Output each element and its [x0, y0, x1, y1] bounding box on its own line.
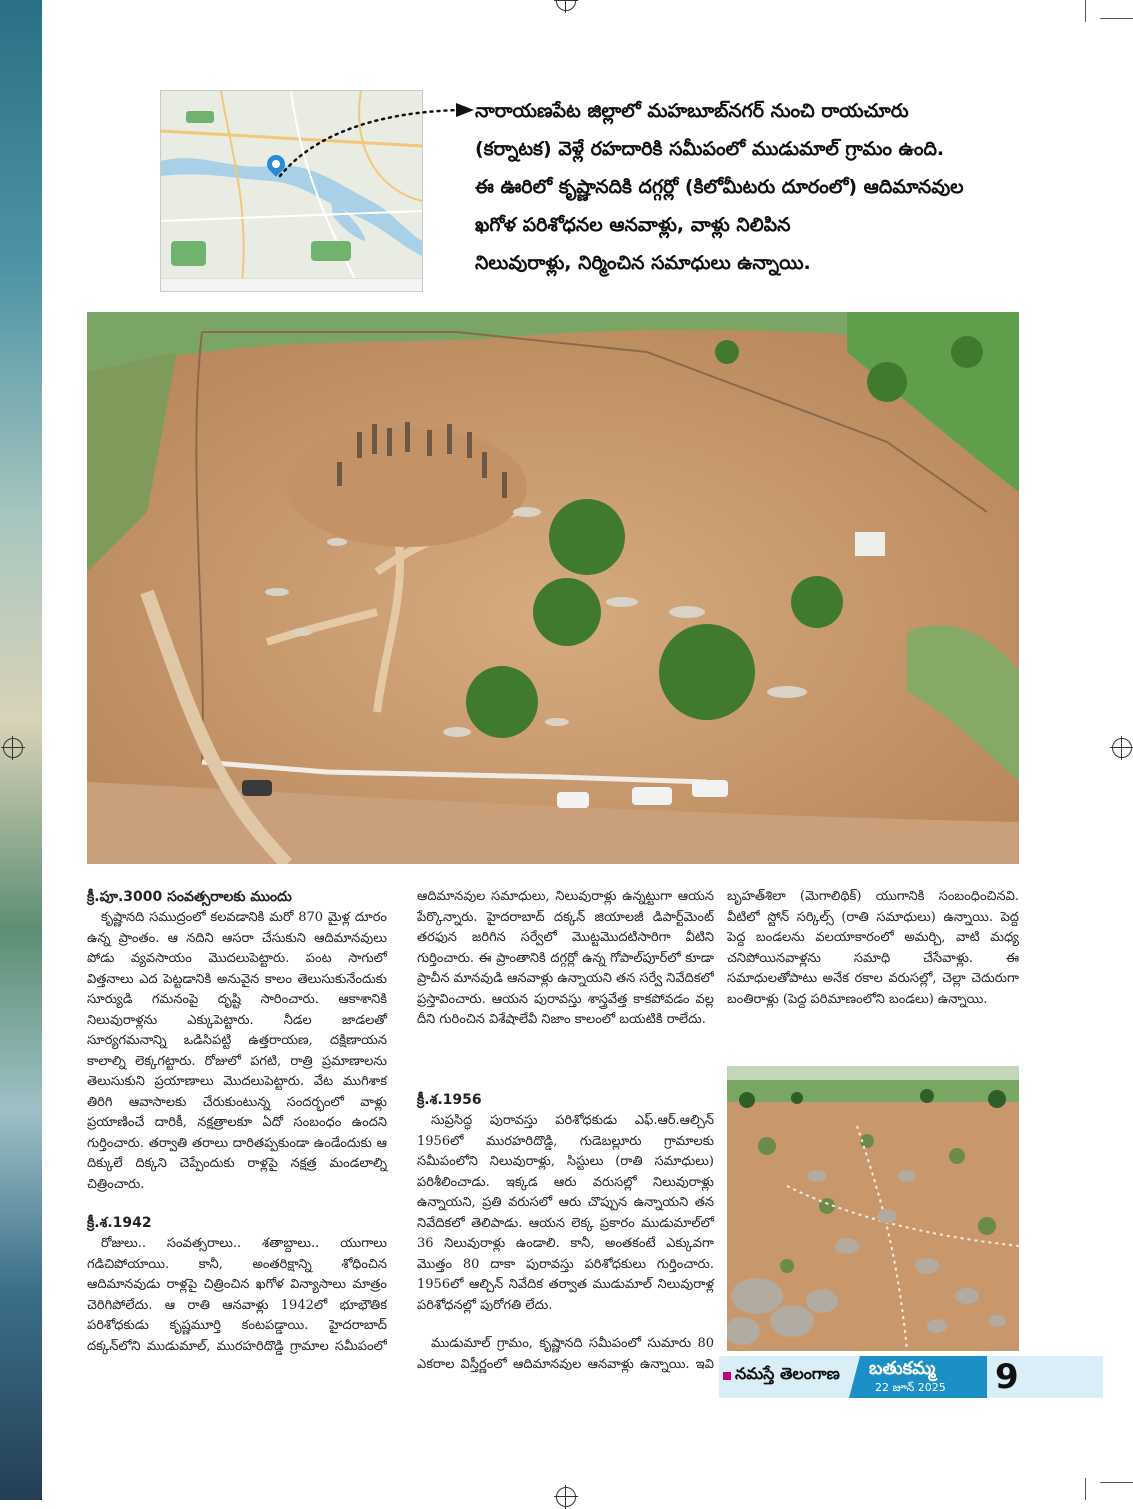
page-footer	[719, 1356, 1103, 1398]
paragraph: ఆదిమానవుల సమాధులు, నిలువురాళ్లు ఉన్నట్టుగా ఆయన పేర్కొన్నారు. హైదరాబాద్ దక్కన్ జియాలజీ డిపార్ట్‌మెంట్ తరఫున జరిగిన సర్వేలో మొట్టమొదటిసారిగా వీటిని గుర్తించారు. ఈ ప్రాంతానికి దగ్గర్లో ఉన్న గోపాల్‌పూర్‌లో కూడా ప్రాచీన మానవుడి ఆనవాళ్లు ఉన్నాయని తన సర్వే నివేదికలో ప్రస్తావించారు. ఆయన పురావస్తు శాస్త్రవేత్త కాకపోవడం వల్ల దీని గురించిన విశేషాలేవీ నిజాం కాలంలో బయటికి రాలేదు.	[417, 889, 714, 1027]
section-heading: క్రీ.శ.1942	[87, 1215, 152, 1231]
map-taskbar	[161, 278, 422, 291]
registration-mark-icon	[1112, 738, 1132, 758]
paragraph: బృహత్‌శిలా (మెగాలిథిక్) యుగానికి సంబంధించినవి. వీటిలో స్టోన్ సర్కిల్స్ (రాతి సమాధులు) ఉన్నాయి. పెద్ద పెద్ద బండలను వలయాకారంలో అమర్చి, వాటి మధ్య చనిపోయినవాళ్లను సమాధి చేసేవాళ్లు. ఈ సమాధులతోపాటు అనేక రకాల వరుసల్లో, చెల్లా చెదురుగా బంతిరాళ్లు (పెద్ద పరిమాణంలోని బండలు) ఉన్నాయి.	[727, 889, 1019, 1007]
crop-mark	[1100, 18, 1133, 19]
paragraph: రోజులు.. సంవత్సరాలు.. శతాబ్దాలు.. యుగాలు గడిచిపోయాయి. కానీ, అంతరిక్షాన్ని శోధించిన ఆదిమానవుడు రాళ్లపై చిత్రించిన ఖగోళ విన్యాసాలు మాత్రం చెరిగిపోలేదు. ఆ రాతి ఆనవాళ్లు 1942లో భూభౌతిక పరిశోధకుడు కృష్ణమూర్తి కంటపడ్డాయి. హైదరాబాద్ దక్కన్‌లోని ముడుమాల్, మురహరిదొడ్డి గ్రామాల సమీపంలో	[87, 1236, 387, 1354]
brand-name: నమస్తే తెలంగాణ	[735, 1364, 840, 1383]
section-heading: క్రీ.శ.1956	[417, 1092, 482, 1108]
issue-date: 22 జూన్ 2025	[875, 1381, 946, 1394]
article-column-3	[727, 887, 1019, 1051]
paragraph-continuation	[727, 887, 1019, 1051]
caption-line: (కర్నాటక) వెళ్లే రహదారికి సమీపంలో ముడుమాల్ గ్రామం ఉంది.	[475, 138, 945, 160]
stone-circle-field-photo	[727, 1066, 1019, 1351]
registration-mark-icon	[556, 1487, 576, 1507]
crop-mark	[1100, 1482, 1133, 1483]
crop-mark	[1085, 1478, 1086, 1500]
paragraph: కృష్ణానది సముద్రంలో కలవడానికి మరో 870 మైళ్ల దూరం ఉన్న ప్రాంతం. ఆ నదిని ఆసరా చేసుకుని ఆదిమానవులు పోడు వ్యవసాయం మొదలుపెట్టారు. పంట సాగులో విత్తనాలు ఎద పెట్టడానికి అనువైన కాలం తెలుసుకునేందుకు సూర్యుడి గమనంపై దృష్టి సారించారు. ఆకాశానికి నిలువురాళ్లను ఎక్కుపెట్టారు. నీడల జాడలతో సూర్యగమనాన్ని ఒడిసిపట్టి ఉత్తరాయణ, దక్షిణాయన కాలాల్ని లెక్కగట్టారు. రోజులో పగటి, రాత్రి ప్రమాణాలను తెలుసుకుని ప్రయాణాలు మొదలుపెట్టారు. వేట ముగిశాక తిరిగి ఆవాసాలకు చేరుకుంటున్న సందర్భంలో వాళ్లు ప్రయాణించే దారికీ, నక్షత్రాలకూ ఏదో సంబంధం ఉందని గుర్తించారు. తర్వాతి తరాలు దారితప్పకుండా ఉండేందుకు ఆ దిక్కులే దిక్కని చెప్పేందుకు రాళ్లపై నక్షత్ర మండలాల్ని చిత్రించారు.	[87, 910, 387, 1192]
article-column-2	[417, 887, 714, 1375]
paragraph-continuation	[417, 887, 714, 1072]
dotted-arrow-icon	[270, 98, 475, 178]
paragraph: సుప్రసిద్ధ పురావస్తు పరిశోధకుడు ఎఫ్.ఆర్.ఆల్చిన్ 1956లో మురహరిదొడ్డి, గుడెబల్లూరు గ్రామాలకు సమీపంలోని నిలువురాళ్లు, సిస్టులు (రాతి సమాధులు) పరిశీలించాడు. ఇక్కడ ఆరు వరుసల్లో నిలువురాళ్లు ఉన్నాయని, ప్రతి వరుసలో ఆరు చొప్పున ఉన్నాయని తన నివేదికలో తెలిపాడు. ఆయన లెక్క ప్రకారం ముడుమాల్‌లో 36 నిలువురాళ్లు ఉండాలి. కానీ, అంతకంటే ఎక్కువగా మొత్తం 80 దాకా పురావస్తు పరిశోధకులు గుర్తించారు. 1956లో ఆల్చిన్ నివేదిక తర్వాత ముడుమాల్ నిలువురాళ్ల పరిశోధనల్లో పురోగతి లేదు.	[417, 1113, 714, 1313]
paragraph	[417, 1334, 714, 1375]
aerial-site-photo	[87, 312, 1019, 864]
caption-line: ఖగోళ పరిశోధనల ఆనవాళ్లు, వాళ్లు నిలిపిన	[475, 214, 791, 236]
caption-line: నిలువురాళ్లు, నిర్మించిన సమాధులు ఉన్నాయి.	[475, 252, 811, 274]
crop-mark	[1085, 0, 1086, 22]
caption-line: ఈ ఊరిలో కృష్ణానదికి దగ్గర్లో (కిలోమీటరు దూరంలో) ఆదిమానవుల	[475, 176, 964, 198]
section-heading: క్రీ.పూ.3000 సంవత్సరాలకు ముందు	[87, 889, 292, 905]
registration-mark-icon	[3, 738, 23, 758]
print-slug	[0, 0, 624, 12]
paragraph: ముడుమాల్ గ్రామం, కృష్ణానది సమీపంలో సుమారు 80 ఎకరాల విస్తీర్ణంలో ఆదిమానవుల ఆనవాళ్లు ఉన్నాయి. ఇవి	[417, 1336, 714, 1372]
magazine-name: బతుకమ్మ	[869, 1358, 936, 1379]
page-number: 9	[995, 1357, 1019, 1397]
caption-line: నారాయణపేట జిల్లాలో మహబూబ్‌నగర్ నుంచి రాయచూరు	[475, 100, 909, 122]
article-column-1	[87, 887, 387, 1357]
map-caption	[475, 92, 1035, 282]
brand-square-icon	[723, 1372, 731, 1380]
